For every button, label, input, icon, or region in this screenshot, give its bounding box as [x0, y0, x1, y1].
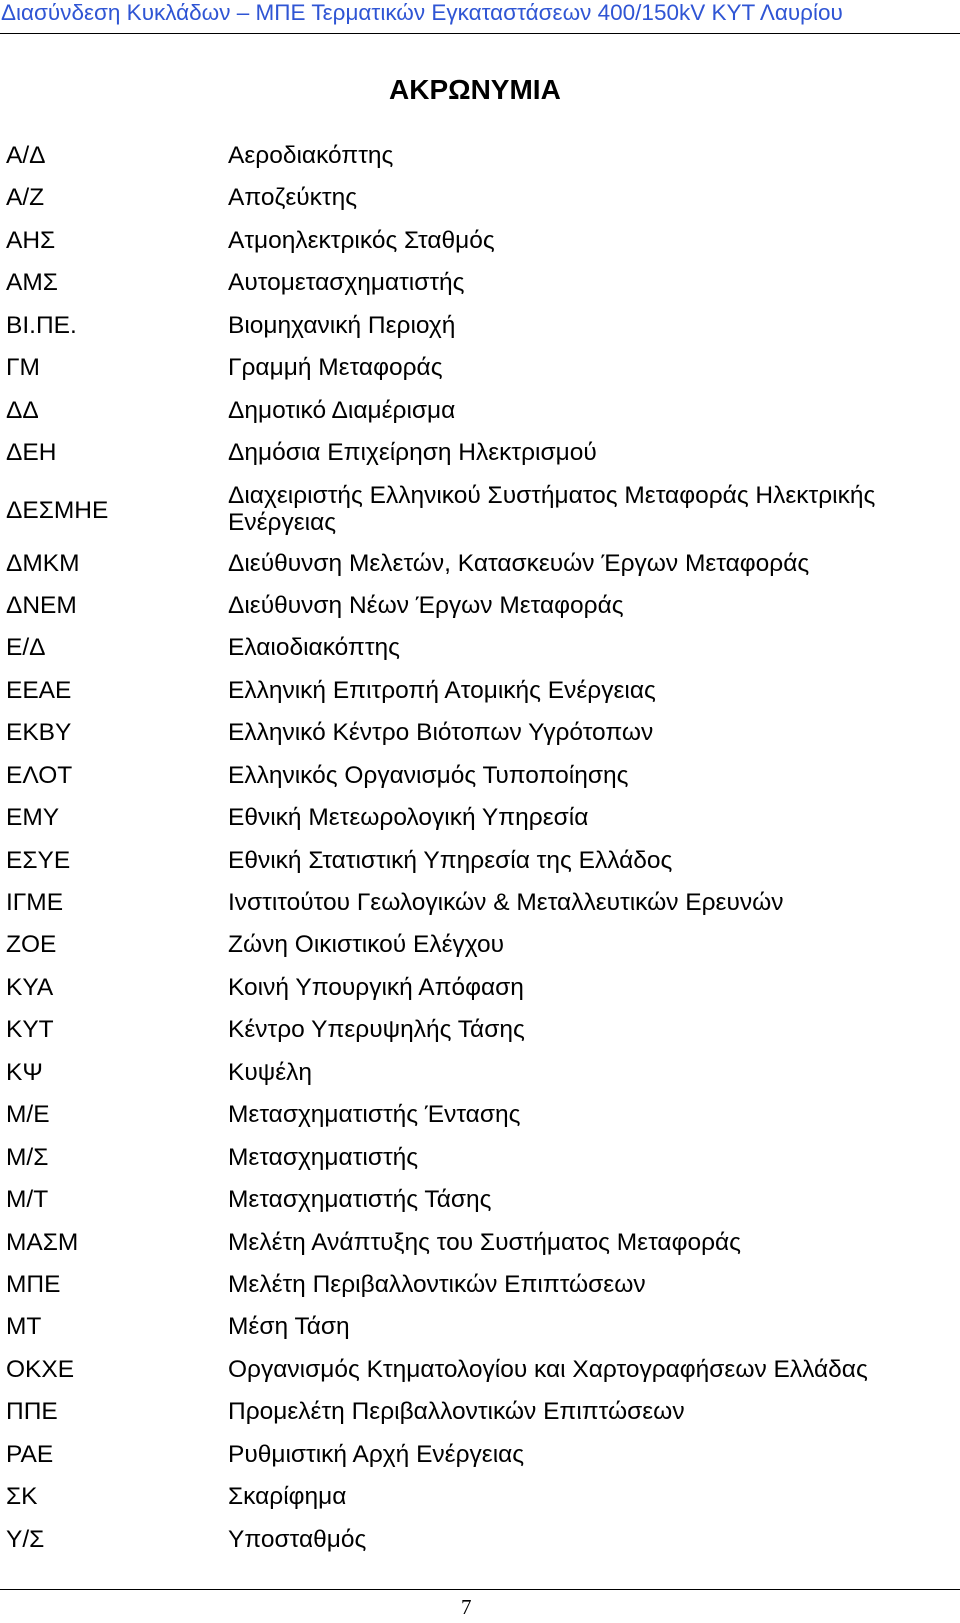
acronym-row: [0, 718, 960, 760]
acronym-definition: Σκαρίφημα: [228, 1483, 347, 1511]
acronym-row: [0, 761, 960, 803]
acronym-row: [0, 1355, 960, 1397]
acronym-definition: Κυψέλη: [228, 1058, 313, 1086]
acronym-abbreviation: ΜΤ: [6, 1313, 42, 1341]
acronym-row: [0, 973, 960, 1015]
acronym-abbreviation: Μ/Σ: [6, 1143, 49, 1171]
acronym-abbreviation: Μ/Τ: [6, 1186, 49, 1214]
acronym-abbreviation: ΔΝΕΜ: [6, 591, 77, 619]
acronym-definition: Μελέτη Περιβαλλοντικών Επιπτώσεων: [228, 1270, 646, 1298]
acronym-definition: Εθνική Στατιστική Υπηρεσία της Ελλάδος: [228, 846, 673, 874]
acronym-definition-continuation: Ενέργειας: [228, 508, 337, 536]
acronym-definition: Ελαιοδιακόπτης: [228, 634, 400, 662]
acronym-definition: Μελέτη Ανάπτυξης του Συστήματος Μεταφοράς: [228, 1228, 741, 1256]
acronym-row: [0, 353, 960, 395]
acronym-definition: Ζώνη Οικιστικού Ελέγχου: [228, 931, 504, 959]
acronym-abbreviation: Υ/Σ: [6, 1525, 45, 1553]
acronym-abbreviation: ΔΕΗ: [6, 439, 57, 467]
acronym-definition: Προμελέτη Περιβαλλοντικών Επιπτώσεων: [228, 1398, 685, 1426]
acronym-abbreviation: ΓΜ: [6, 354, 40, 382]
acronym-definition: Μετασχηματιστής Τάσης: [228, 1186, 492, 1214]
acronym-row: [0, 888, 960, 930]
acronym-abbreviation: ΙΓΜΕ: [6, 889, 64, 916]
acronym-definition: Εθνική Μετεωρολογική Υπηρεσία: [228, 804, 589, 832]
acronym-abbreviation: ΔΕΣΜΗΕ: [6, 496, 109, 524]
acronym-list: [0, 141, 960, 1567]
acronym-abbreviation: ΜΠΕ: [6, 1270, 61, 1298]
acronym-abbreviation: ΟΚΧΕ: [6, 1355, 75, 1383]
acronym-row: [0, 930, 960, 972]
header-divider: [0, 33, 960, 34]
acronym-definition: Δημόσια Επιχείρηση Ηλεκτρισμού: [228, 439, 597, 467]
acronym-row: [0, 311, 960, 353]
acronym-row: [0, 1482, 960, 1524]
acronym-abbreviation: ΑΜΣ: [6, 269, 58, 297]
acronym-row: [0, 438, 960, 480]
acronym-abbreviation: ΡΑΕ: [6, 1440, 54, 1468]
acronym-abbreviation: ΕΕΑΕ: [6, 676, 72, 704]
acronym-definition: Μετασχηματιστής: [228, 1143, 419, 1171]
acronym-definition-line: Διαχειριστής Ελληνικού Συστήματος Μεταφοράς Ηλεκτρικής: [228, 481, 876, 509]
page-number: 7: [461, 1595, 472, 1619]
acronym-row: [0, 1312, 960, 1354]
acronym-row: [0, 803, 960, 845]
acronym-definition: Ελληνική Επιτροπή Ατομικής Ενέργειας: [228, 676, 656, 704]
acronym-row: [0, 396, 960, 438]
acronym-abbreviation: ΠΠΕ: [6, 1398, 58, 1426]
acronym-abbreviation: ΕΛΟΤ: [6, 761, 73, 789]
acronym-definition: Οργανισμός Κτηματολογίου και Χαρτογραφήσεων Ελλάδας: [228, 1355, 868, 1383]
acronym-abbreviation: ΜΑΣΜ: [6, 1228, 79, 1256]
acronym-row: [0, 141, 960, 183]
acronym-row: [0, 1397, 960, 1439]
acronym-row: [0, 1143, 960, 1185]
acronym-row: [0, 846, 960, 888]
acronym-row: [0, 481, 960, 549]
acronym-abbreviation: ΕΚΒΥ: [6, 719, 72, 747]
acronym-row: [0, 633, 960, 675]
acronym-definition: Μετασχηματιστής Έντασης: [228, 1101, 521, 1129]
acronym-abbreviation: ΔΜΚΜ: [6, 549, 80, 577]
acronym-abbreviation: Α/Ζ: [6, 184, 45, 212]
acronym-definition: Διεύθυνση Νέων Έργων Μεταφοράς: [228, 591, 624, 619]
acronym-row: [0, 1270, 960, 1312]
acronym-abbreviation: ΔΔ: [6, 396, 39, 424]
acronym-abbreviation: ΕΜΥ: [6, 804, 60, 832]
page-title: ΑΚΡΩΝΥΜΙΑ: [389, 74, 561, 105]
acronym-row: [0, 1525, 960, 1567]
acronym-definition: Δημοτικό Διαμέρισμα: [228, 396, 456, 424]
acronym-definition: Ελληνικό Κέντρο Βιότοπων Υγρότοπων: [228, 719, 654, 747]
acronym-row: [0, 1015, 960, 1057]
acronym-definition: Μέση Τάση: [228, 1313, 350, 1341]
acronym-row: [0, 591, 960, 633]
acronym-definition: Ατμοηλεκτρικός Σταθμός: [228, 226, 495, 254]
acronym-abbreviation: ΣΚ: [6, 1483, 38, 1511]
acronym-definition: Ινστιτούτου Γεωλογικών & Μεταλλευτικών Ερευνών: [228, 889, 784, 916]
acronym-abbreviation: Α/Δ: [6, 142, 46, 169]
acronym-row: [0, 1185, 960, 1227]
acronym-definition: Ελληνικός Οργανισμός Τυποποίησης: [228, 761, 629, 789]
acronym-abbreviation: ΑΗΣ: [6, 226, 56, 254]
acronym-definition: Αποζεύκτης: [228, 184, 358, 212]
acronym-definition: Υποσταθμός: [228, 1525, 367, 1553]
acronym-definition: Διεύθυνση Μελετών, Κατασκευών Έργων Μεταφοράς: [228, 549, 810, 577]
acronym-definition: Αεροδιακόπτης: [228, 142, 394, 169]
acronym-definition: Βιομηχανική Περιοχή: [228, 311, 456, 339]
acronym-definition: Γραμμή Μεταφοράς: [228, 354, 443, 382]
acronym-abbreviation: ΚΥΤ: [6, 1016, 54, 1044]
acronym-row: [0, 1100, 960, 1142]
footer-divider: [0, 1589, 960, 1590]
acronym-row: [0, 549, 960, 591]
acronym-row: [0, 1058, 960, 1100]
acronym-definition: [228, 481, 928, 538]
acronym-definition: Αυτομετασχηματιστής: [228, 269, 465, 297]
acronym-row: [0, 1228, 960, 1270]
acronym-abbreviation: ΖΟΕ: [6, 931, 57, 959]
acronym-row: [0, 268, 960, 310]
acronym-abbreviation: ΒΙ.ΠΕ.: [6, 311, 77, 339]
running-header: Διασύνδεση Κυκλάδων – ΜΠΕ Τερματικών Εγκαταστάσεων 400/150kV ΚΥΤ Λαυρίου: [1, 0, 843, 25]
acronym-abbreviation: Μ/Ε: [6, 1101, 50, 1129]
acronym-row: [0, 1440, 960, 1482]
acronym-definition: Κέντρο Υπερυψηλής Τάσης: [228, 1016, 525, 1044]
acronym-definition: Κοινή Υπουργική Απόφαση: [228, 973, 524, 1001]
acronym-abbreviation: ΕΣΥΕ: [6, 846, 71, 874]
acronym-abbreviation: ΚΨ: [6, 1058, 43, 1086]
acronym-row: [0, 676, 960, 718]
acronym-abbreviation: ΚΥΑ: [6, 973, 54, 1001]
acronym-row: [0, 226, 960, 268]
acronym-row: [0, 183, 960, 225]
acronym-abbreviation: Ε/Δ: [6, 634, 46, 662]
acronym-definition: Ρυθμιστική Αρχή Ενέργειας: [228, 1440, 525, 1468]
